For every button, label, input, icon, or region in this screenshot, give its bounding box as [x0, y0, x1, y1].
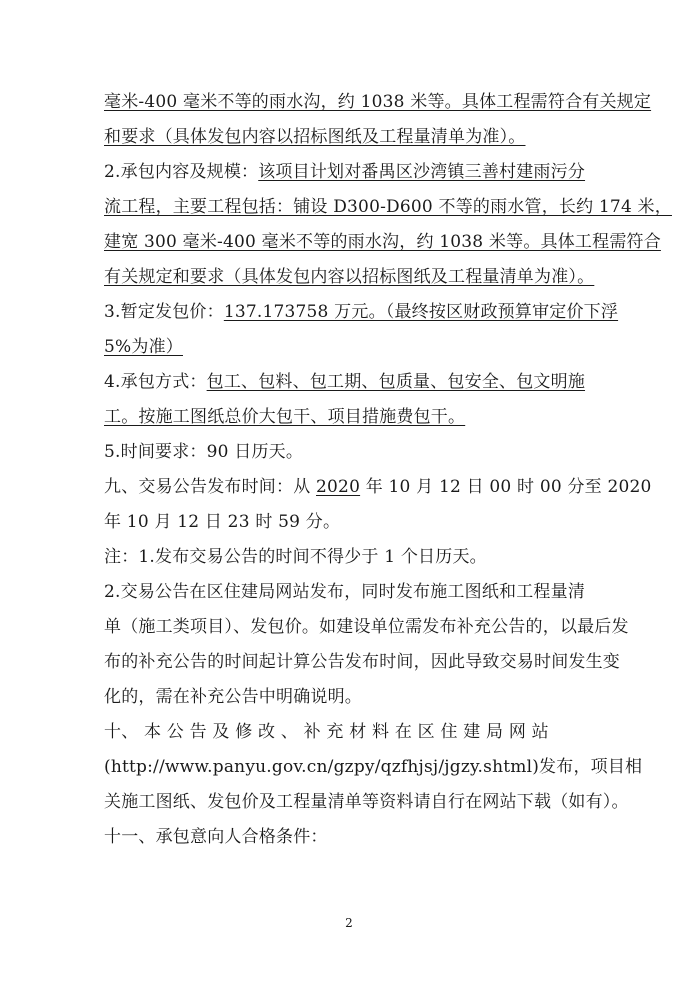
text-line	[104, 407, 604, 427]
text-line	[104, 512, 604, 532]
text-segment: 4.承包方式：	[104, 372, 207, 392]
text-line	[104, 687, 604, 707]
underlined-text: 有关规定和要求（具体发包内容以招标图纸及工程量清单为准）。	[104, 267, 595, 287]
text-segment: 化的，需在补充公告中明确说明。	[104, 687, 362, 707]
document-body	[104, 92, 672, 862]
underlined-text: 工。按施工图纸总价大包干、项目措施费包干。	[104, 407, 466, 427]
text-segment: 十一、承包意向人合格条件：	[104, 827, 328, 847]
underlined-text: 包工、包料、包工期、包质量、包安全、包文明施	[206, 372, 586, 392]
text-line	[104, 652, 620, 672]
text-line	[104, 372, 604, 392]
text-line	[104, 162, 604, 182]
underlined-text: 137.173758 万元。（最终按区财政预算审定价下浮	[223, 302, 619, 322]
text-segment: 2.承包内容及规模：	[104, 162, 259, 182]
text-line	[104, 792, 629, 812]
text-line	[104, 582, 604, 602]
text-segment: 关施工图纸、发包价及工程量清单等资料请自行在网站下载（如有）。	[104, 792, 629, 812]
text-segment: 5.时间要求：90 日历天。	[104, 442, 304, 462]
text-line	[104, 197, 672, 217]
text-line	[104, 127, 604, 147]
text-line	[104, 757, 643, 777]
text-segment: 注：1.发布交易公告的时间不得少于 1 个日历天。	[104, 547, 487, 567]
text-line	[104, 302, 619, 322]
underlined-text: 5%为准）	[104, 337, 183, 357]
underlined-text: 建宽 300 毫米-400 毫米不等的雨水沟，约 1038 米等。具体工程需符合	[104, 232, 661, 252]
underlined-text: 和要求（具体发包内容以招标图纸及工程量清单为准）。	[104, 127, 526, 147]
text-segment: 3.暂定发包价：	[104, 302, 224, 322]
underlined-text: 2020	[316, 477, 361, 497]
text-segment: 2.交易公告在区住建局网站发布，同时发布施工图纸和工程量清	[104, 582, 586, 602]
text-line	[104, 267, 604, 287]
text-line	[104, 547, 604, 567]
text-segment: 单（施工类项目）、发包价。如建设单位需发布补充公告的，以最后发	[104, 617, 629, 637]
text-line	[104, 92, 652, 112]
page-number: 2	[345, 916, 353, 930]
text-line	[104, 827, 604, 847]
underlined-text: 毫米-400 毫米不等的雨水沟，约 1038 米等。具体工程需符合有关规定	[104, 92, 652, 112]
text-segment: 年 10 月 12 日 23 时 59 分。	[104, 512, 341, 532]
text-segment: 年 10 月 12 日 00 时 00 分至 2020	[360, 477, 652, 497]
text-segment: 十、 本 公 告 及 修 改 、 补 充 材 料 在 区 住 建 局 网 站	[104, 722, 549, 742]
underlined-text: 流工程，主要工程包括：铺设 D300-D600 不等的雨水管，长约 174 米，	[104, 197, 672, 217]
text-segment: 九、交易公告发布时间：从	[104, 477, 317, 497]
text-line	[104, 232, 661, 252]
text-line	[104, 477, 652, 497]
underlined-text: 该项目计划对番禺区沙湾镇三善村建雨污分	[258, 162, 586, 182]
text-line	[104, 337, 604, 357]
text-segment: (http://www.panyu.gov.cn/gzpy/qzfhjsj/jgzy.shtml)发布，项目相	[104, 757, 643, 777]
text-line	[104, 442, 604, 462]
text-segment: 布的补充公告的时间起计算公告发布时间，因此导致交易时间发生变	[104, 652, 620, 672]
text-line	[104, 617, 629, 637]
text-line	[104, 722, 604, 742]
